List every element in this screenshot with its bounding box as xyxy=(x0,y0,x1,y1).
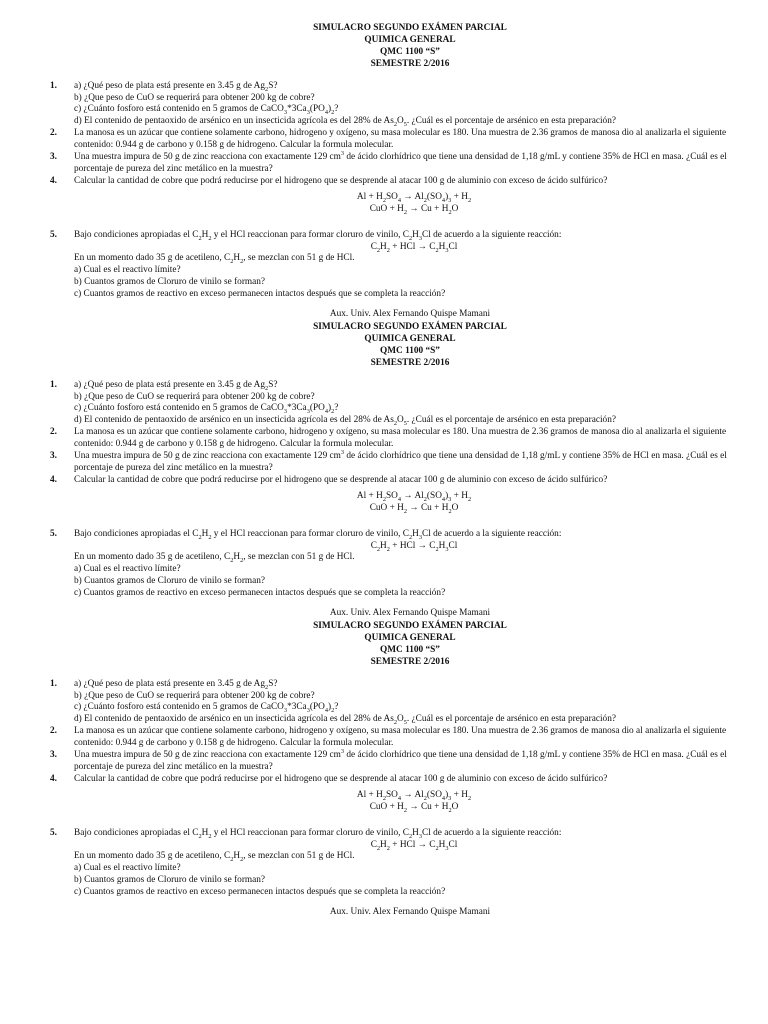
question-number: 2. xyxy=(50,726,57,737)
question-number: 2. xyxy=(50,128,57,139)
question-5-intro: Bajo condiciones apropiadas el $C_2H_2$ y el HCl reaccionan para formar cloruro de vinilo, $C_2H_3Cl$ de acuerdo a la siguiente reacción: xyxy=(74,229,562,242)
question-5 xyxy=(50,828,730,899)
question-number: 5. xyxy=(50,528,57,539)
exam-copy-2 xyxy=(50,322,730,620)
course-code: QMC 1100 “S” xyxy=(380,46,440,57)
equation-aluminum: $Al + H_2SO_4 \to Al_2(SO_4)_3 + H_2$ xyxy=(356,490,472,503)
exam-copy-3 xyxy=(50,621,730,919)
question-3-text: Una muestra impura de 50 g de zinc reacciona con exactamente 129 $cm^3$ de ácido clorhídrico que tiene una densidad de 1,18 g/mL y contiene 35% de HCl en masa. ¿Cuál es el porcentaje de pureza del zinc metálico en la muestra? xyxy=(74,149,727,174)
question-3 xyxy=(50,448,730,475)
semester: SEMESTRE 2/2016 xyxy=(370,357,450,368)
question-list xyxy=(50,380,730,600)
equation-copper: CuO + $H_2 \to Cu + H_2O$ xyxy=(369,203,459,216)
question-2-text: La manosa es un azúcar que contiene solamente carbono, hidrogeno y oxígeno, su masa molecular es 180. Una muestra de 2.36 gramos de manosa dio al analizarla el siguiente contenido: 0.944 g de carbono y 0.158 g de hidrogeno. Calcular la formula molecular. xyxy=(74,427,727,450)
question-1 xyxy=(50,679,730,727)
equation-aluminum: $Al + H_2SO_4 \to Al_2(SO_4)_3 + H_2$ xyxy=(356,789,472,802)
semester: SEMESTRE 2/2016 xyxy=(370,58,450,69)
question-1b: b) ¿Que peso de CuO se requerirá para obtener 200 kg de cobre? xyxy=(74,92,315,103)
question-list xyxy=(50,81,730,301)
question-1b: b) ¿Que peso de CuO se requerirá para obtener 200 kg de cobre? xyxy=(74,690,315,701)
author-signature: Aux. Univ. Alex Fernando Quispe Mamani xyxy=(329,608,491,619)
semester: SEMESTRE 2/2016 xyxy=(370,656,450,667)
question-list xyxy=(50,679,730,899)
question-5-given: En un momento dado 35 g de acetileno, $C_2H_2$, se mezclan con 51 g de HCl. xyxy=(74,552,355,565)
exam-header xyxy=(90,621,730,669)
question-2 xyxy=(50,427,730,451)
question-1c: c) ¿Cuánto fosforo está contenido en 5 gramos de $CaCO_3*3Ca_3(PO_4)_2$? xyxy=(74,403,339,416)
question-5 xyxy=(50,230,730,301)
question-number: 4. xyxy=(50,773,57,784)
question-1b: b) ¿Que peso de CuO se requerirá para obtener 200 kg de cobre? xyxy=(74,391,315,402)
question-number: 3. xyxy=(50,750,57,761)
question-number: 4. xyxy=(50,474,57,485)
question-number: 2. xyxy=(50,427,57,438)
question-2-text: La manosa es un azúcar que contiene solamente carbono, hidrogeno y oxígeno, su masa molecular es 180. Una muestra de 2.36 gramos de manosa dio al analizarla el siguiente contenido: 0.944 g de carbono y 0.158 g de hidrogeno. Calcular la formula molecular. xyxy=(74,128,727,151)
question-number: 5. xyxy=(50,229,57,240)
course-name: QUIMICA GENERAL xyxy=(364,632,456,643)
question-1 xyxy=(50,81,730,129)
equation-vinyl-chloride: $C_2H_2$ + HCl → $C_2H_3Cl$ xyxy=(370,540,458,553)
course-name: QUIMICA GENERAL xyxy=(364,34,456,45)
question-1d: d) El contenido de pentaoxido de arsénico en un insecticida agrícola es del 28% de $As_2O_5$. ¿Cuál es el porcentaje de arsénico en esta preparación? xyxy=(74,415,616,428)
question-5b: b) Cuantos gramos de Cloruro de vinilo se forman? xyxy=(74,277,266,288)
question-5 xyxy=(50,529,730,600)
question-number: 1. xyxy=(50,379,57,390)
question-number: 3. xyxy=(50,152,57,163)
question-2 xyxy=(50,726,730,750)
question-1c: c) ¿Cuánto fosforo está contenido en 5 gramos de $CaCO_3*3Ca_3(PO_4)_2$? xyxy=(74,702,339,715)
equation-copper: CuO + $H_2 \to Cu + H_2O$ xyxy=(369,502,459,515)
question-4-text: Calcular la cantidad de cobre que podrá reducirse por el hidrogeno que se desprende al atacar 100 g de aluminio con exceso de ácido sulfúrico? xyxy=(74,175,608,186)
equation-vinyl-chloride: $C_2H_2$ + HCl → $C_2H_3Cl$ xyxy=(370,241,458,254)
course-code: QMC 1100 “S” xyxy=(380,345,440,356)
exam-title: SIMULACRO SEGUNDO EXÁMEN PARCIAL xyxy=(313,23,507,33)
question-5c: c) Cuantos gramos de reactivo en exceso permanecen intactos después que se completa la reacción? xyxy=(74,289,446,300)
question-1c: c) ¿Cuánto fosforo está contenido en 5 gramos de $CaCO_3*3Ca_3(PO_4)_2$? xyxy=(74,104,339,117)
question-5c: c) Cuantos gramos de reactivo en exceso permanecen intactos después que se completa la reacción? xyxy=(74,588,446,599)
question-4 xyxy=(50,475,730,515)
question-2 xyxy=(50,128,730,152)
exam-copy-1 xyxy=(50,23,730,321)
question-5b: b) Cuantos gramos de Cloruro de vinilo se forman? xyxy=(74,875,266,886)
course-code: QMC 1100 “S” xyxy=(380,644,440,655)
question-5-intro: Bajo condiciones apropiadas el $C_2H_2$ y el HCl reaccionan para formar cloruro de vinilo, $C_2H_3Cl$ de acuerdo a la siguiente reacción: xyxy=(74,827,562,840)
question-3 xyxy=(50,747,730,774)
question-3 xyxy=(50,149,730,176)
question-4-text: Calcular la cantidad de cobre que podrá reducirse por el hidrogeno que se desprende al atacar 100 g de aluminio con exceso de ácido sulfúrico? xyxy=(74,773,608,784)
question-number: 4. xyxy=(50,175,57,186)
question-number: 1. xyxy=(50,678,57,689)
question-5b: b) Cuantos gramos de Cloruro de vinilo se forman? xyxy=(74,576,266,587)
question-number: 1. xyxy=(50,80,57,91)
question-2-text: La manosa es un azúcar que contiene solamente carbono, hidrogeno y oxígeno, su masa molecular es 180. Una muestra de 2.36 gramos de manosa dio al analizarla el siguiente contenido: 0.944 g de carbono y 0.158 g de hidrogeno. Calcular la formula molecular. xyxy=(74,726,727,749)
author-signature: Aux. Univ. Alex Fernando Quispe Mamani xyxy=(329,907,491,918)
exam-header xyxy=(90,23,730,71)
question-5-given: En un momento dado 35 g de acetileno, $C_2H_2$, se mezclan con 51 g de HCl. xyxy=(74,851,355,864)
question-5-given: En un momento dado 35 g de acetileno, $C_2H_2$, se mezclan con 51 g de HCl. xyxy=(74,253,355,266)
exam-title: SIMULACRO SEGUNDO EXÁMEN PARCIAL xyxy=(313,322,507,332)
question-4-text: Calcular la cantidad de cobre que podrá reducirse por el hidrogeno que se desprende al atacar 100 g de aluminio con exceso de ácido sulfúrico? xyxy=(74,474,608,485)
question-4 xyxy=(50,176,730,216)
question-1a: a) ¿Qué peso de plata está presente en 3.45 g de $Ag_2S$? xyxy=(74,379,278,392)
question-5a: a) Cual es el reactivo límite? xyxy=(74,564,181,575)
question-5a: a) Cual es el reactivo límite? xyxy=(74,265,181,276)
equation-vinyl-chloride: $C_2H_2$ + HCl → $C_2H_3Cl$ xyxy=(370,839,458,852)
question-5a: a) Cual es el reactivo límite? xyxy=(74,863,181,874)
question-number: 5. xyxy=(50,827,57,838)
question-4 xyxy=(50,774,730,814)
exam-header xyxy=(90,322,730,370)
equation-copper: CuO + $H_2 \to Cu + H_2O$ xyxy=(369,801,459,814)
question-1d: d) El contenido de pentaoxido de arsénico en un insecticida agrícola es del 28% de $As_2O_5$. ¿Cuál es el porcentaje de arsénico en esta preparación? xyxy=(74,714,616,727)
question-1d: d) El contenido de pentaoxido de arsénico en un insecticida agrícola es del 28% de $As_2O_5$. ¿Cuál es el porcentaje de arsénico en esta preparación? xyxy=(74,116,616,129)
exam-title: SIMULACRO SEGUNDO EXÁMEN PARCIAL xyxy=(313,621,507,631)
question-3-text: Una muestra impura de 50 g de zinc reacciona con exactamente 129 $cm^3$ de ácido clorhídrico que tiene una densidad de 1,18 g/mL y contiene 35% de HCl en masa. ¿Cuál es el porcentaje de pureza del zinc metálico en la muestra? xyxy=(74,747,727,772)
question-5c: c) Cuantos gramos de reactivo en exceso permanecen intactos después que se completa la reacción? xyxy=(74,887,446,898)
author-signature: Aux. Univ. Alex Fernando Quispe Mamani xyxy=(329,309,491,320)
equation-aluminum: $Al + H_2SO_4 \to Al_2(SO_4)_3 + H_2$ xyxy=(356,191,472,204)
question-1 xyxy=(50,380,730,428)
course-name: QUIMICA GENERAL xyxy=(364,333,456,344)
question-number: 3. xyxy=(50,451,57,462)
question-1a: a) ¿Qué peso de plata está presente en 3.45 g de $Ag_2S$? xyxy=(74,678,278,691)
question-5-intro: Bajo condiciones apropiadas el $C_2H_2$ y el HCl reaccionan para formar cloruro de vinilo, $C_2H_3Cl$ de acuerdo a la siguiente reacción: xyxy=(74,528,562,541)
question-3-text: Una muestra impura de 50 g de zinc reacciona con exactamente 129 $cm^3$ de ácido clorhídrico que tiene una densidad de 1,18 g/mL y contiene 35% de HCl en masa. ¿Cuál es el porcentaje de pureza del zinc metálico en la muestra? xyxy=(74,448,727,473)
question-1a: a) ¿Qué peso de plata está presente en 3.45 g de $Ag_2S$? xyxy=(74,80,278,93)
